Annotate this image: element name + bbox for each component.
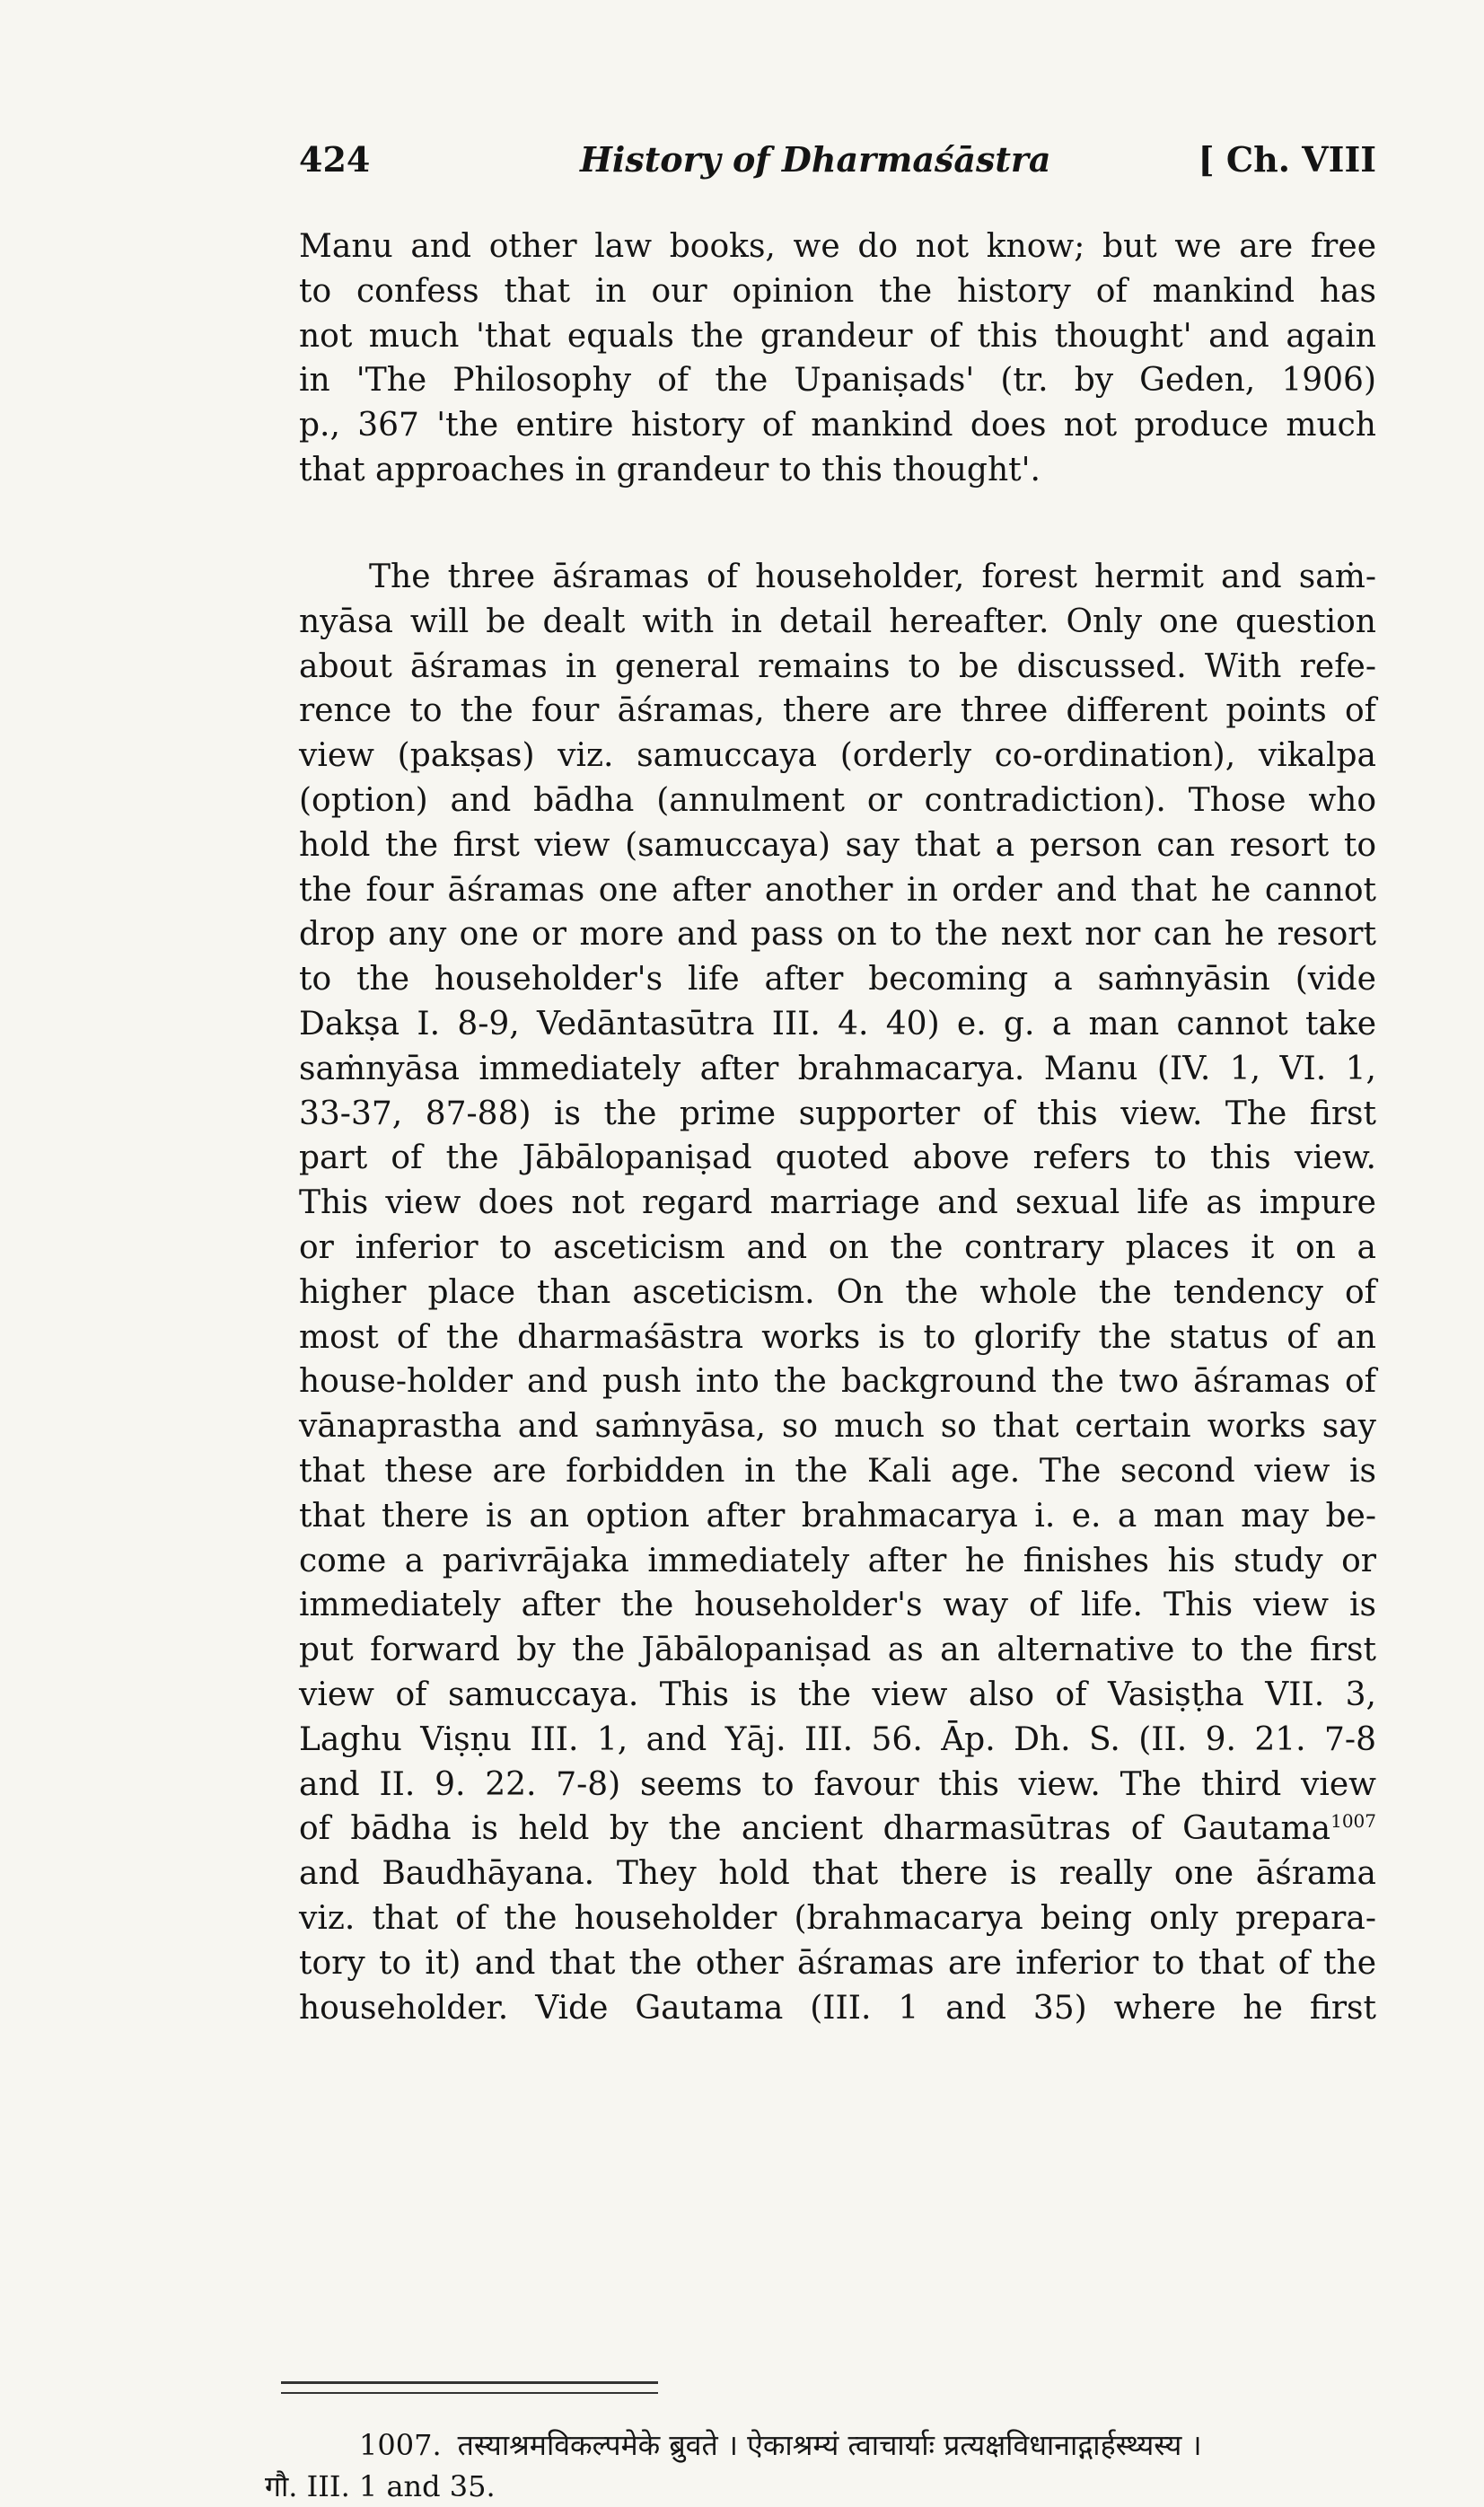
page-number: 424 bbox=[299, 139, 371, 180]
text-line: view (pakṣas) viz. samuccaya (orderly co-ordination), vikalpa bbox=[299, 737, 1376, 775]
text-line: drop any one or more and pass on to the next nor can he resort bbox=[299, 916, 1376, 954]
text-line: put forward by the Jābālopaniṣad as an alternative to the first bbox=[299, 1632, 1376, 1669]
text-line: higher place than asceticism. On the whole the tendency of bbox=[299, 1273, 1376, 1311]
text-line: This view does not regard marriage and sexual life as impure bbox=[299, 1184, 1376, 1222]
text-line: tory to it) and that the other āśramas are inferior to that of the bbox=[299, 1944, 1376, 1982]
paragraph-continuation bbox=[299, 224, 1376, 493]
text-line: in 'The Philosophy of the Upaniṣads' (tr. by Geden, 1906) bbox=[299, 362, 1376, 400]
text-line: and II. 9. 22. 7-8) seems to favour this view. The third view bbox=[299, 1765, 1376, 1803]
text-line: viz. that of the householder (brahmacarya being only prepara- bbox=[299, 1899, 1376, 1937]
book-title: History of Dharmaśāstra bbox=[580, 139, 1051, 180]
text-line: hold the first view (samuccaya) say that a person can resort to bbox=[299, 826, 1376, 864]
running-header bbox=[299, 139, 1376, 189]
text-line: that these are forbidden in the Kali age. The second view is bbox=[299, 1452, 1376, 1490]
text-line: (option) and bādha (annulment or contradiction). Those who bbox=[299, 781, 1376, 819]
footnote-marker: 1007 bbox=[1330, 1810, 1376, 1833]
paragraph-asramas bbox=[299, 555, 1376, 2030]
text-line: the four āśramas one after another in order and that he cannot bbox=[299, 871, 1376, 909]
text-line: and Baudhāyana. They hold that there is really one āśrama bbox=[299, 1855, 1376, 1893]
text-line: vānaprastha and saṁnyāsa, so much so that certain works say bbox=[299, 1408, 1376, 1446]
text-line: householder. Vide Gautama (III. 1 and 35) where he first bbox=[299, 1989, 1376, 2027]
text-line: or inferior to asceticism and on the contrary places it on a bbox=[299, 1228, 1376, 1266]
text-line: view of samuccaya. This is the view also of Vasiṣṭha VII. 3, bbox=[299, 1676, 1376, 1713]
text-line: immediately after the householder's way of life. This view is bbox=[299, 1587, 1376, 1624]
text-line: to the householder's life after becoming a saṁnyāsin (vide bbox=[299, 961, 1376, 998]
footnote-sanskrit: तस्याश्रमविकल्पमेके ब्रुवते । ऐकाश्रम्यं त्वाचार्याः प्रत्यक्षविधानाद्गार्हस्थ्यस्य । bbox=[457, 2428, 1202, 2462]
text-line: p., 367 'the entire history of mankind does not produce much bbox=[299, 407, 1376, 444]
text-line: come a parivrājaka immediately after he finishes his study or bbox=[299, 1542, 1376, 1579]
footnote-reference: गौ. III. 1 and 35. bbox=[265, 2469, 496, 2503]
chapter-label: [ Ch. VIII bbox=[1198, 139, 1376, 180]
text-line: saṁnyāsa immediately after brahmacarya. Manu (IV. 1, VI. 1, bbox=[299, 1050, 1376, 1087]
text-line: about āśramas in general remains to be discussed. With refe- bbox=[299, 647, 1376, 685]
text-line: nyāsa will be dealt with in detail hereafter. Only one question bbox=[299, 603, 1376, 640]
text-line: rence to the four āśramas, there are three different points of bbox=[299, 692, 1376, 730]
footnote-number: 1007. bbox=[359, 2428, 442, 2462]
text-line: of bādha is held by the ancient dharmasūtras of Gautama bbox=[299, 1810, 1331, 1848]
text-line: Laghu Viṣṇu III. 1, and Yāj. III. 56. Āp. Dh. S. (II. 9. 21. 7-8 bbox=[299, 1720, 1376, 1758]
text-line: that approaches in grandeur to this thought'. bbox=[299, 451, 1041, 488]
text-line: Dakṣa I. 8-9, Vedāntasūtra III. 4. 40) e. g. a man cannot take bbox=[299, 1005, 1376, 1042]
text-line: Manu and other law books, we do not know; but we are free bbox=[299, 228, 1376, 265]
text-line: not much 'that equals the grandeur of this thought' and again bbox=[299, 317, 1376, 355]
text-line: 33-37, 87-88) is the prime supporter of this view. The first bbox=[299, 1095, 1376, 1132]
text-line: The three āśramas of householder, forest hermit and saṁ- bbox=[369, 559, 1376, 595]
footnote-separator bbox=[281, 2381, 658, 2384]
text-line-with-footnote bbox=[299, 1807, 1376, 1852]
text-line: that there is an option after brahmacarya i. e. a man may be- bbox=[299, 1497, 1376, 1535]
text-line: house-holder and push into the background the two āśramas of bbox=[299, 1363, 1376, 1401]
text-line: most of the dharmaśāstra works is to glorify the status of an bbox=[299, 1318, 1376, 1356]
footnote bbox=[265, 2424, 1378, 2507]
text-line: part of the Jābālopaniṣad quoted above refers to this view. bbox=[299, 1139, 1376, 1177]
text-line: to confess that in our opinion the history of mankind has bbox=[299, 272, 1376, 310]
footnote-separator bbox=[281, 2392, 658, 2394]
